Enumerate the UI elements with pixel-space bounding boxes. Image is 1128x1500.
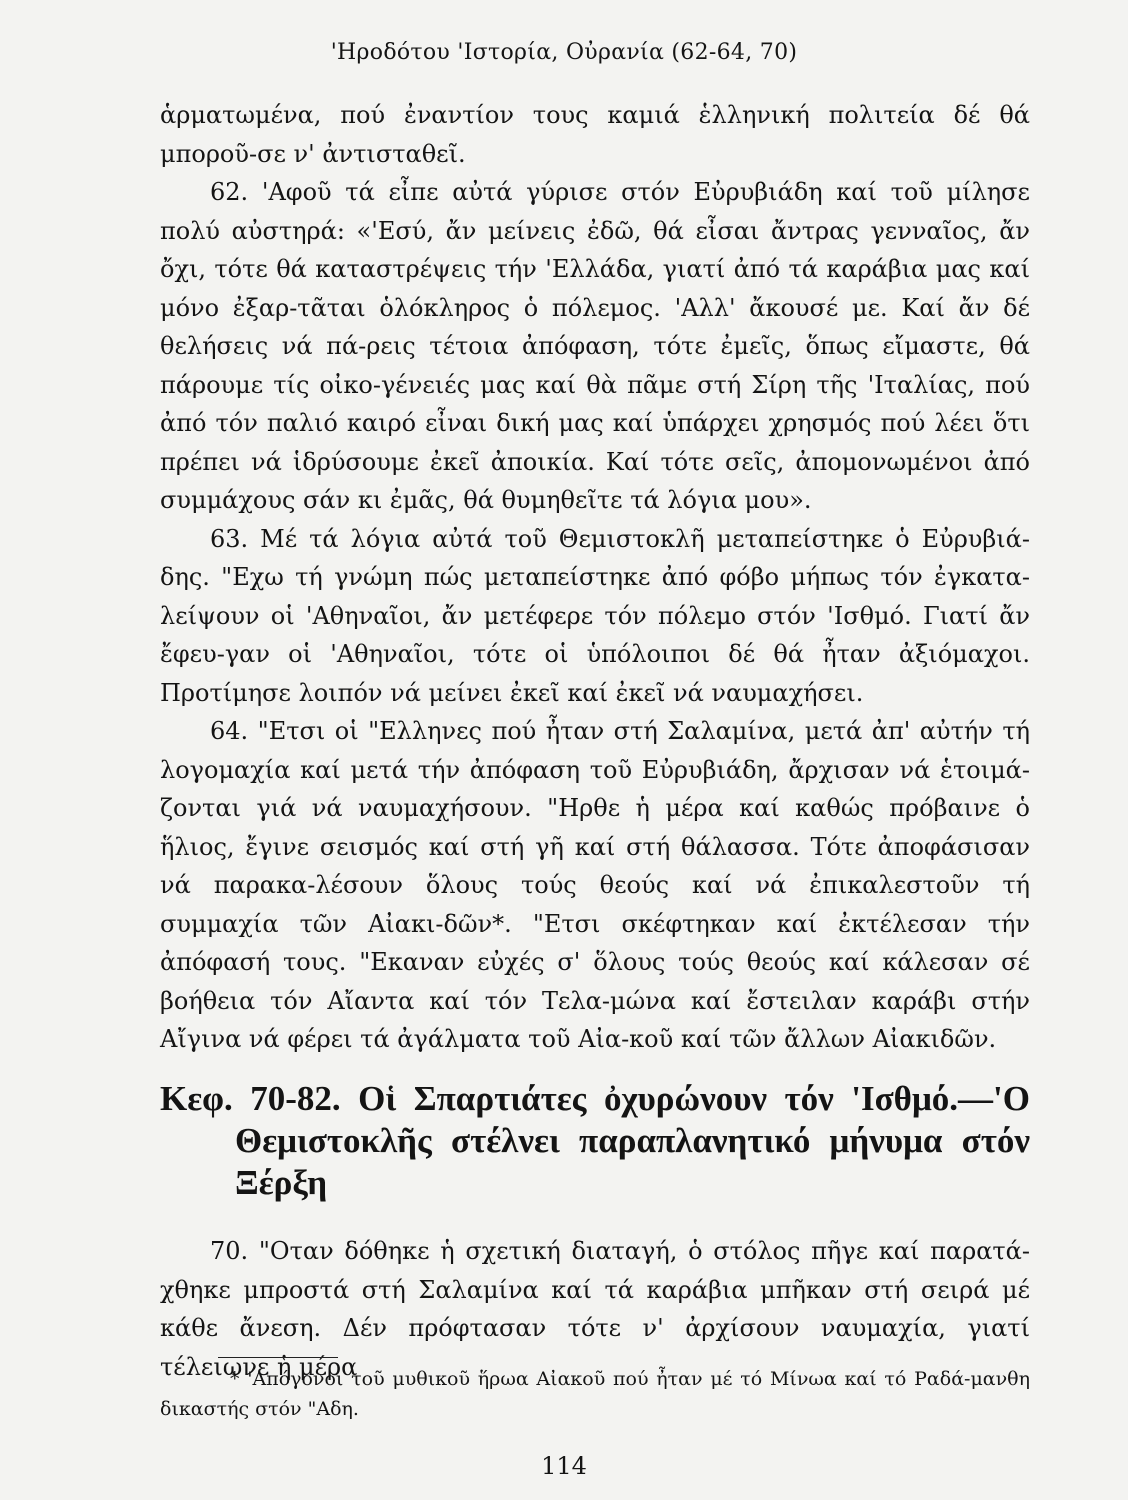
paragraph-63: 63. Μέ τά λόγια αὐτά τοῦ Θεμιστοκλῆ μεταπείστηκε ὁ Εὐρυβιά-δης. "Εχω τή γνώμη πώς μεταπείστηκε ἀπό φόβο μήπως τόν ἐγκατα-λείψουν οἱ 'Αθηναῖοι, ἄν μετέφερε τόν πόλεμο στόν 'Ισθμό. Γιατί ἄν ἔφευ-γαν οἱ 'Αθηναῖοι, τότε οἱ ὑπόλοιποι δέ θά ἦταν ἀξιόμαχοι. Προτίμησε λοιπόν νά μείνει ἐκεῖ καί ἐκεῖ νά ναυμαχήσει. bbox=[160, 524, 1030, 707]
footnote-text: * 'Απόγονοι τοῦ μυθικοῦ ἥρωα Αἰακοῦ πού ἦταν μέ τό Μίνωα καί τό Ραδά-μανθη δικαστής στόν "Αδη. bbox=[160, 1368, 1030, 1420]
paragraph-64: 64. "Ετσι οἱ "Ελληνες πού ἦταν στή Σαλαμίνα, μετά ἀπ' αὐτήν τή λογομαχία καί μετά τήν ἀπόφαση τοῦ Εὐρυβιάδη, ἄρχισαν νά ἑτοιμά-ζονται γιά νά ναυμαχήσουν. "Ηρθε ἡ μέρα καί καθώς πρόβαινε ὁ ἥλιος, ἔγινε σεισμός καί στή γῆ καί στή θάλασσα. Τότε ἀποφάσισαν νά παρακα-λέσουν ὅλους τούς θεούς καί νά ἐπικαλεστοῦν τή συμμαχία τῶν Αἰακι-δῶν*. "Ετσι σκέφτηκαν καί ἐκτέλεσαν τήν ἀπόφασή τους. "Εκαναν εὐχές σ' ὅλους τούς θεούς καί κάλεσαν σέ βοήθεια τόν Αἴαντα καί τόν Τελα-μώνα καί ἔστειλαν καράβι στήν Αἴγινα νά φέρει τά ἀγάλματα τοῦ Αἰα-κοῦ καί τῶν ἄλλων Αἰακιδῶν. bbox=[160, 717, 1030, 1053]
footnote-divider bbox=[218, 1357, 338, 1358]
chapter-text bbox=[160, 1232, 1030, 1386]
paragraph-62: 62. 'Αφοῦ τά εἶπε αὐτά γύρισε στόν Εὐρυβιάδη καί τοῦ μίλησε πολύ αὐστηρά: «'Εσύ, ἄν μείνεις ἐδῶ, θά εἶσαι ἄντρας γενναῖος, ἄν ὄχι, τότε θά καταστρέψεις τήν 'Ελλάδα, γιατί ἀπό τά καράβια μας καί μόνο ἐξαρ-τᾶται ὁλόκληρος ὁ πόλεμος. 'Αλλ' ἄκουσέ με. Καί ἄν δέ θελήσεις νά πά-ρεις τέτοια ἀπόφαση, τότε ἐμεῖς, ὅπως εἴμαστε, θά πάρουμε τίς οἰκο-γένειές μας καί θὰ πᾶμε στή Σίρη τῆς 'Ιταλίας, πού ἀπό τόν παλιό καιρό εἶναι δική μας καί ὑπάρχει χρησμός πού λέει ὅτι πρέπει νά ἱδρύσουμε ἐκεῖ ἀποικία. Καί τότε σεῖς, ἀπομονωμένοι ἀπό συμμάχους σάν κι ἐμᾶς, θά θυμηθεῖτε τά λόγια μου». bbox=[160, 178, 1030, 514]
paragraph-continuation: ἁρματωμένα, πού ἐναντίον τους καμιά ἑλληνική πολιτεία δέ θά μποροῦ-σε ν' ἀντισταθεῖ. bbox=[160, 101, 1030, 168]
paragraph-70: 70. "Οταν δόθηκε ἡ σχετική διαταγή, ὁ στόλος πῆγε καί παρατά-χθηκε μπροστά στή Σαλαμίνα καί τά καράβια μπῆκαν στή σειρά μέ κάθε ἄνεση. Δέν πρόφτασαν τότε ν' ἀρχίσουν ναυμαχία, γιατί τέλειωνε ἡ μέρα bbox=[160, 1237, 1030, 1381]
chapter-heading: Κεφ. 70-82. Οἱ Σπαρτιάτες ὀχυρώνουν τόν 'Ισθμό.—'Ο Θεμιστοκλῆς στέλνει παραπλανητικό μήνυμα στόν Ξέρξη bbox=[160, 1079, 1030, 1202]
page-number: 114 bbox=[541, 1452, 587, 1480]
running-head: 'Ηροδότου 'Ιστορία, Οὐρανία (62-64, 70) bbox=[330, 40, 798, 65]
footnote bbox=[160, 1364, 1030, 1424]
main-text bbox=[160, 96, 1030, 1059]
